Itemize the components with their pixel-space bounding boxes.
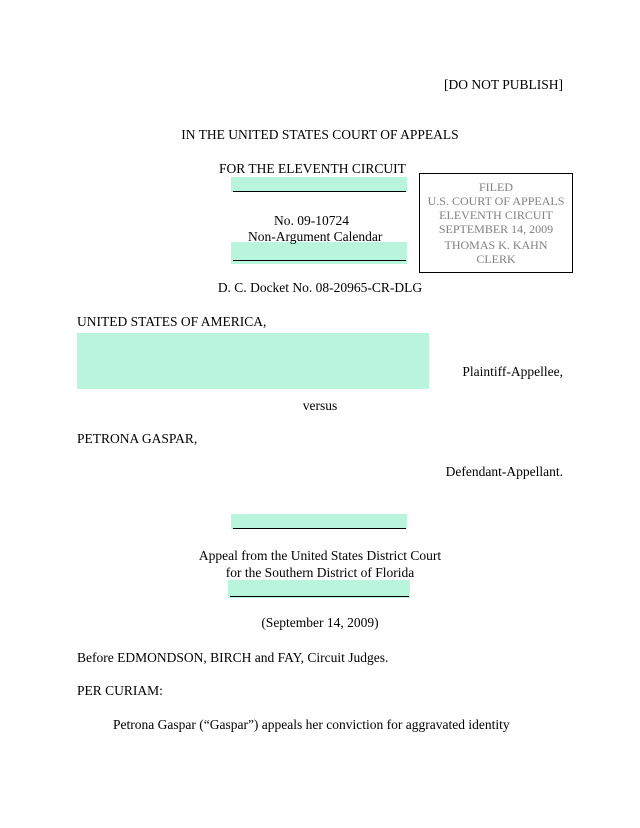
highlight-band: [77, 333, 429, 389]
stamp-court: U.S. COURT OF APPEALS: [427, 194, 565, 208]
appeal-line-2: for the Southern District of Florida: [225, 565, 415, 580]
stamp-filed: FILED: [479, 180, 513, 194]
court-title: IN THE UNITED STATES COURT OF APPEALS: [181, 127, 459, 142]
decision-date: (September 14, 2009): [261, 615, 379, 630]
stamp-clerk-title: CLERK: [476, 252, 516, 266]
stamp-circuit: ELEVENTH CIRCUIT: [439, 208, 553, 222]
stamp-date: SEPTEMBER 14, 2009: [438, 222, 554, 236]
filed-stamp: [419, 173, 573, 273]
highlight-band: [231, 177, 407, 192]
highlight-band: [231, 514, 407, 529]
stamp-clerk-name: THOMAS K. KAHN: [444, 238, 548, 252]
separator-line: [230, 596, 409, 597]
separator-line: [233, 528, 406, 529]
defendant-role: Defendant-Appellant.: [445, 464, 563, 479]
case-number: No. 09-10724: [274, 213, 349, 228]
separator-line: [233, 260, 406, 261]
circuit-title: FOR THE ELEVENTH CIRCUIT: [219, 161, 406, 176]
opinion-first-line: Petrona Gaspar (“Gaspar”) appeals her conviction for aggravated identity: [113, 717, 510, 732]
publish-tag: [DO NOT PUBLISH]: [443, 77, 563, 92]
per-curiam: PER CURIAM:: [77, 683, 163, 698]
plaintiff-name: UNITED STATES OF AMERICA,: [77, 314, 267, 329]
appeal-line-1: Appeal from the United States District Court: [198, 548, 442, 563]
defendant-name: PETRONA GASPAR,: [77, 431, 198, 446]
plaintiff-role: Plaintiff-Appellee,: [462, 364, 563, 379]
versus-text: versus: [302, 398, 338, 413]
calendar-type: Non-Argument Calendar: [248, 229, 383, 244]
docket-number: D. C. Docket No. 08-20965-CR-DLG: [217, 280, 423, 295]
separator-line: [233, 191, 406, 192]
panel-judges: Before EDMONDSON, BIRCH and FAY, Circuit Judges.: [77, 650, 389, 665]
